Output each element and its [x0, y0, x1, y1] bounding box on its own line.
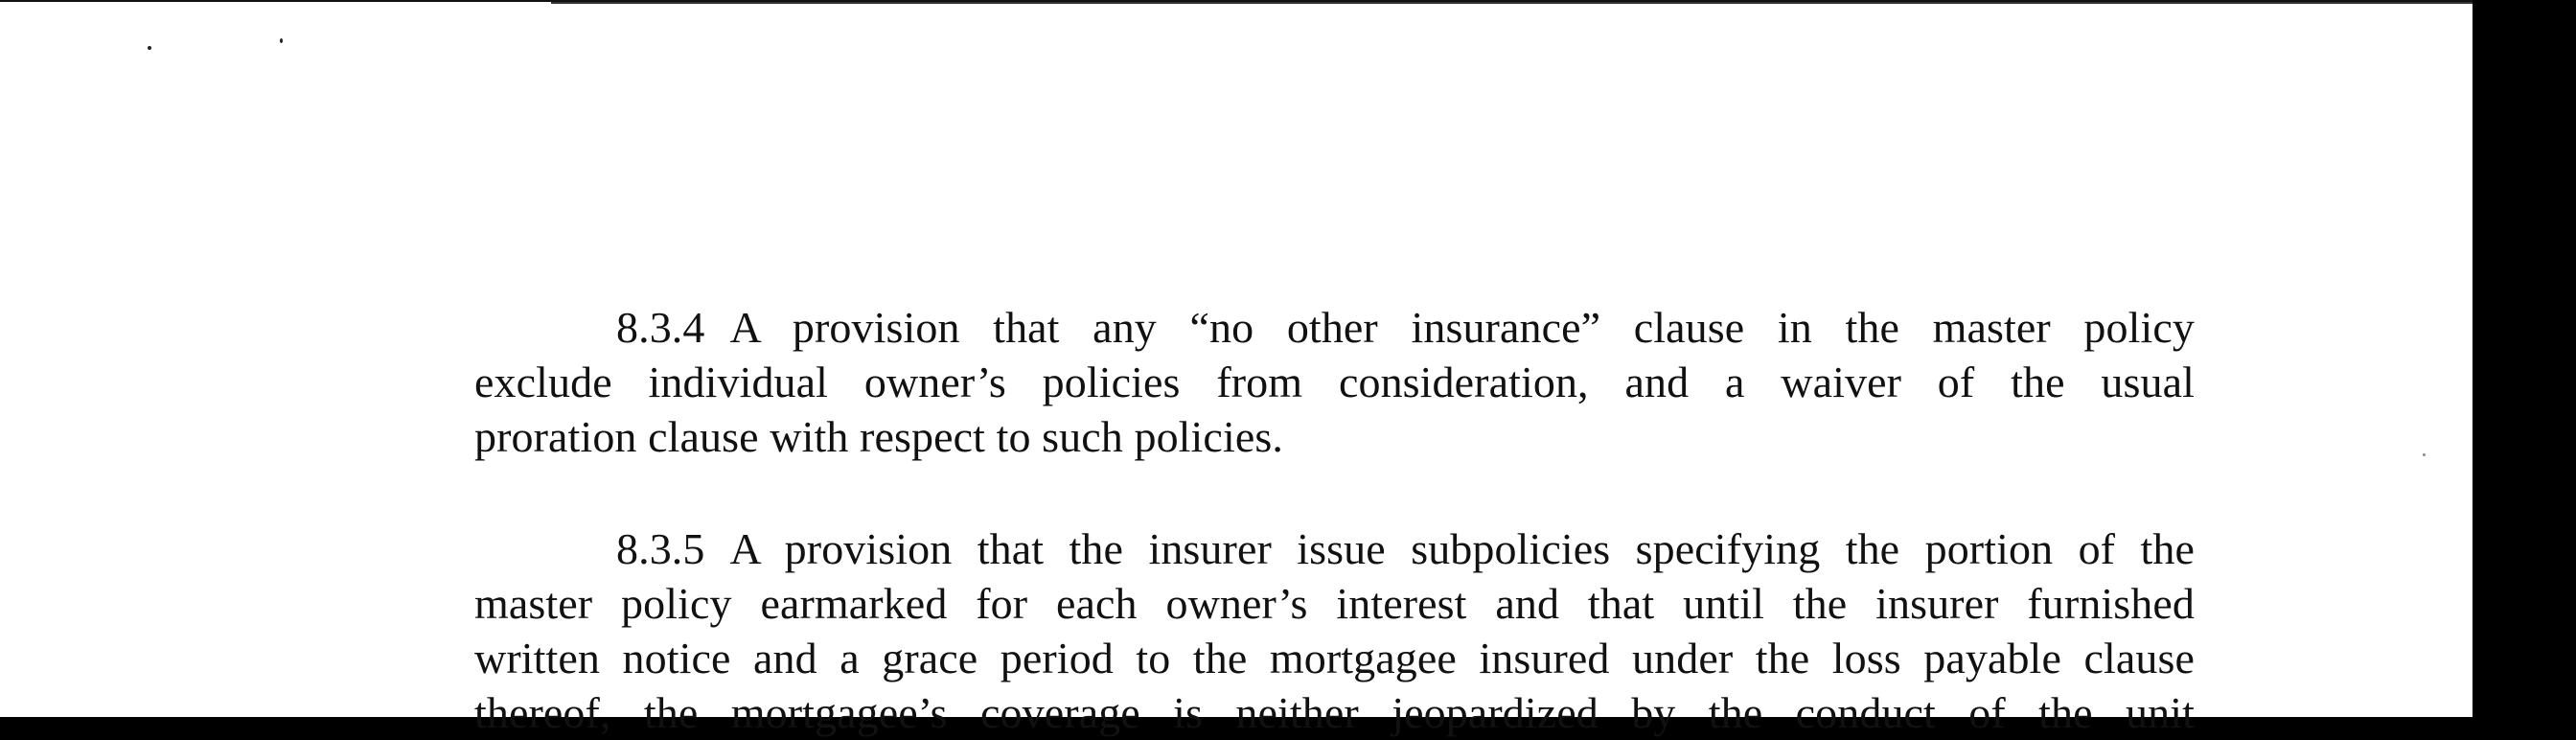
text-line: written notice and a grace period to the mortgagee insured under the loss payable clause	[474, 634, 2195, 682]
section-8-3-5	[474, 521, 2195, 740]
page-top-edge	[551, 2, 2472, 4]
scan-speck	[2423, 453, 2426, 456]
section-number: 8.3.4	[616, 303, 705, 352]
text-line: exclude individual owner’s policies from consideration, and a waiver of the usual	[474, 358, 2195, 406]
text-line: 8.3.5 A provision that the insurer issue subpolicies specifying the portion of the	[616, 524, 2195, 573]
text-line: proration clause with respect to such policies.	[474, 412, 1283, 461]
text-line: 8.3.4 A provision that any “no other insurance” clause in the master policy	[616, 303, 2195, 352]
text-line: master policy earmarked for each owner’s interest and that until the insurer furnished	[474, 579, 2195, 628]
section-8-3-4	[474, 300, 2195, 464]
section-number: 8.3.5	[616, 524, 705, 573]
scan-speck	[280, 38, 283, 43]
text-line: thereof, the mortgagee’s coverage is neither jeopardized by the conduct of the unit	[474, 688, 2195, 737]
scan-speck	[148, 46, 151, 50]
